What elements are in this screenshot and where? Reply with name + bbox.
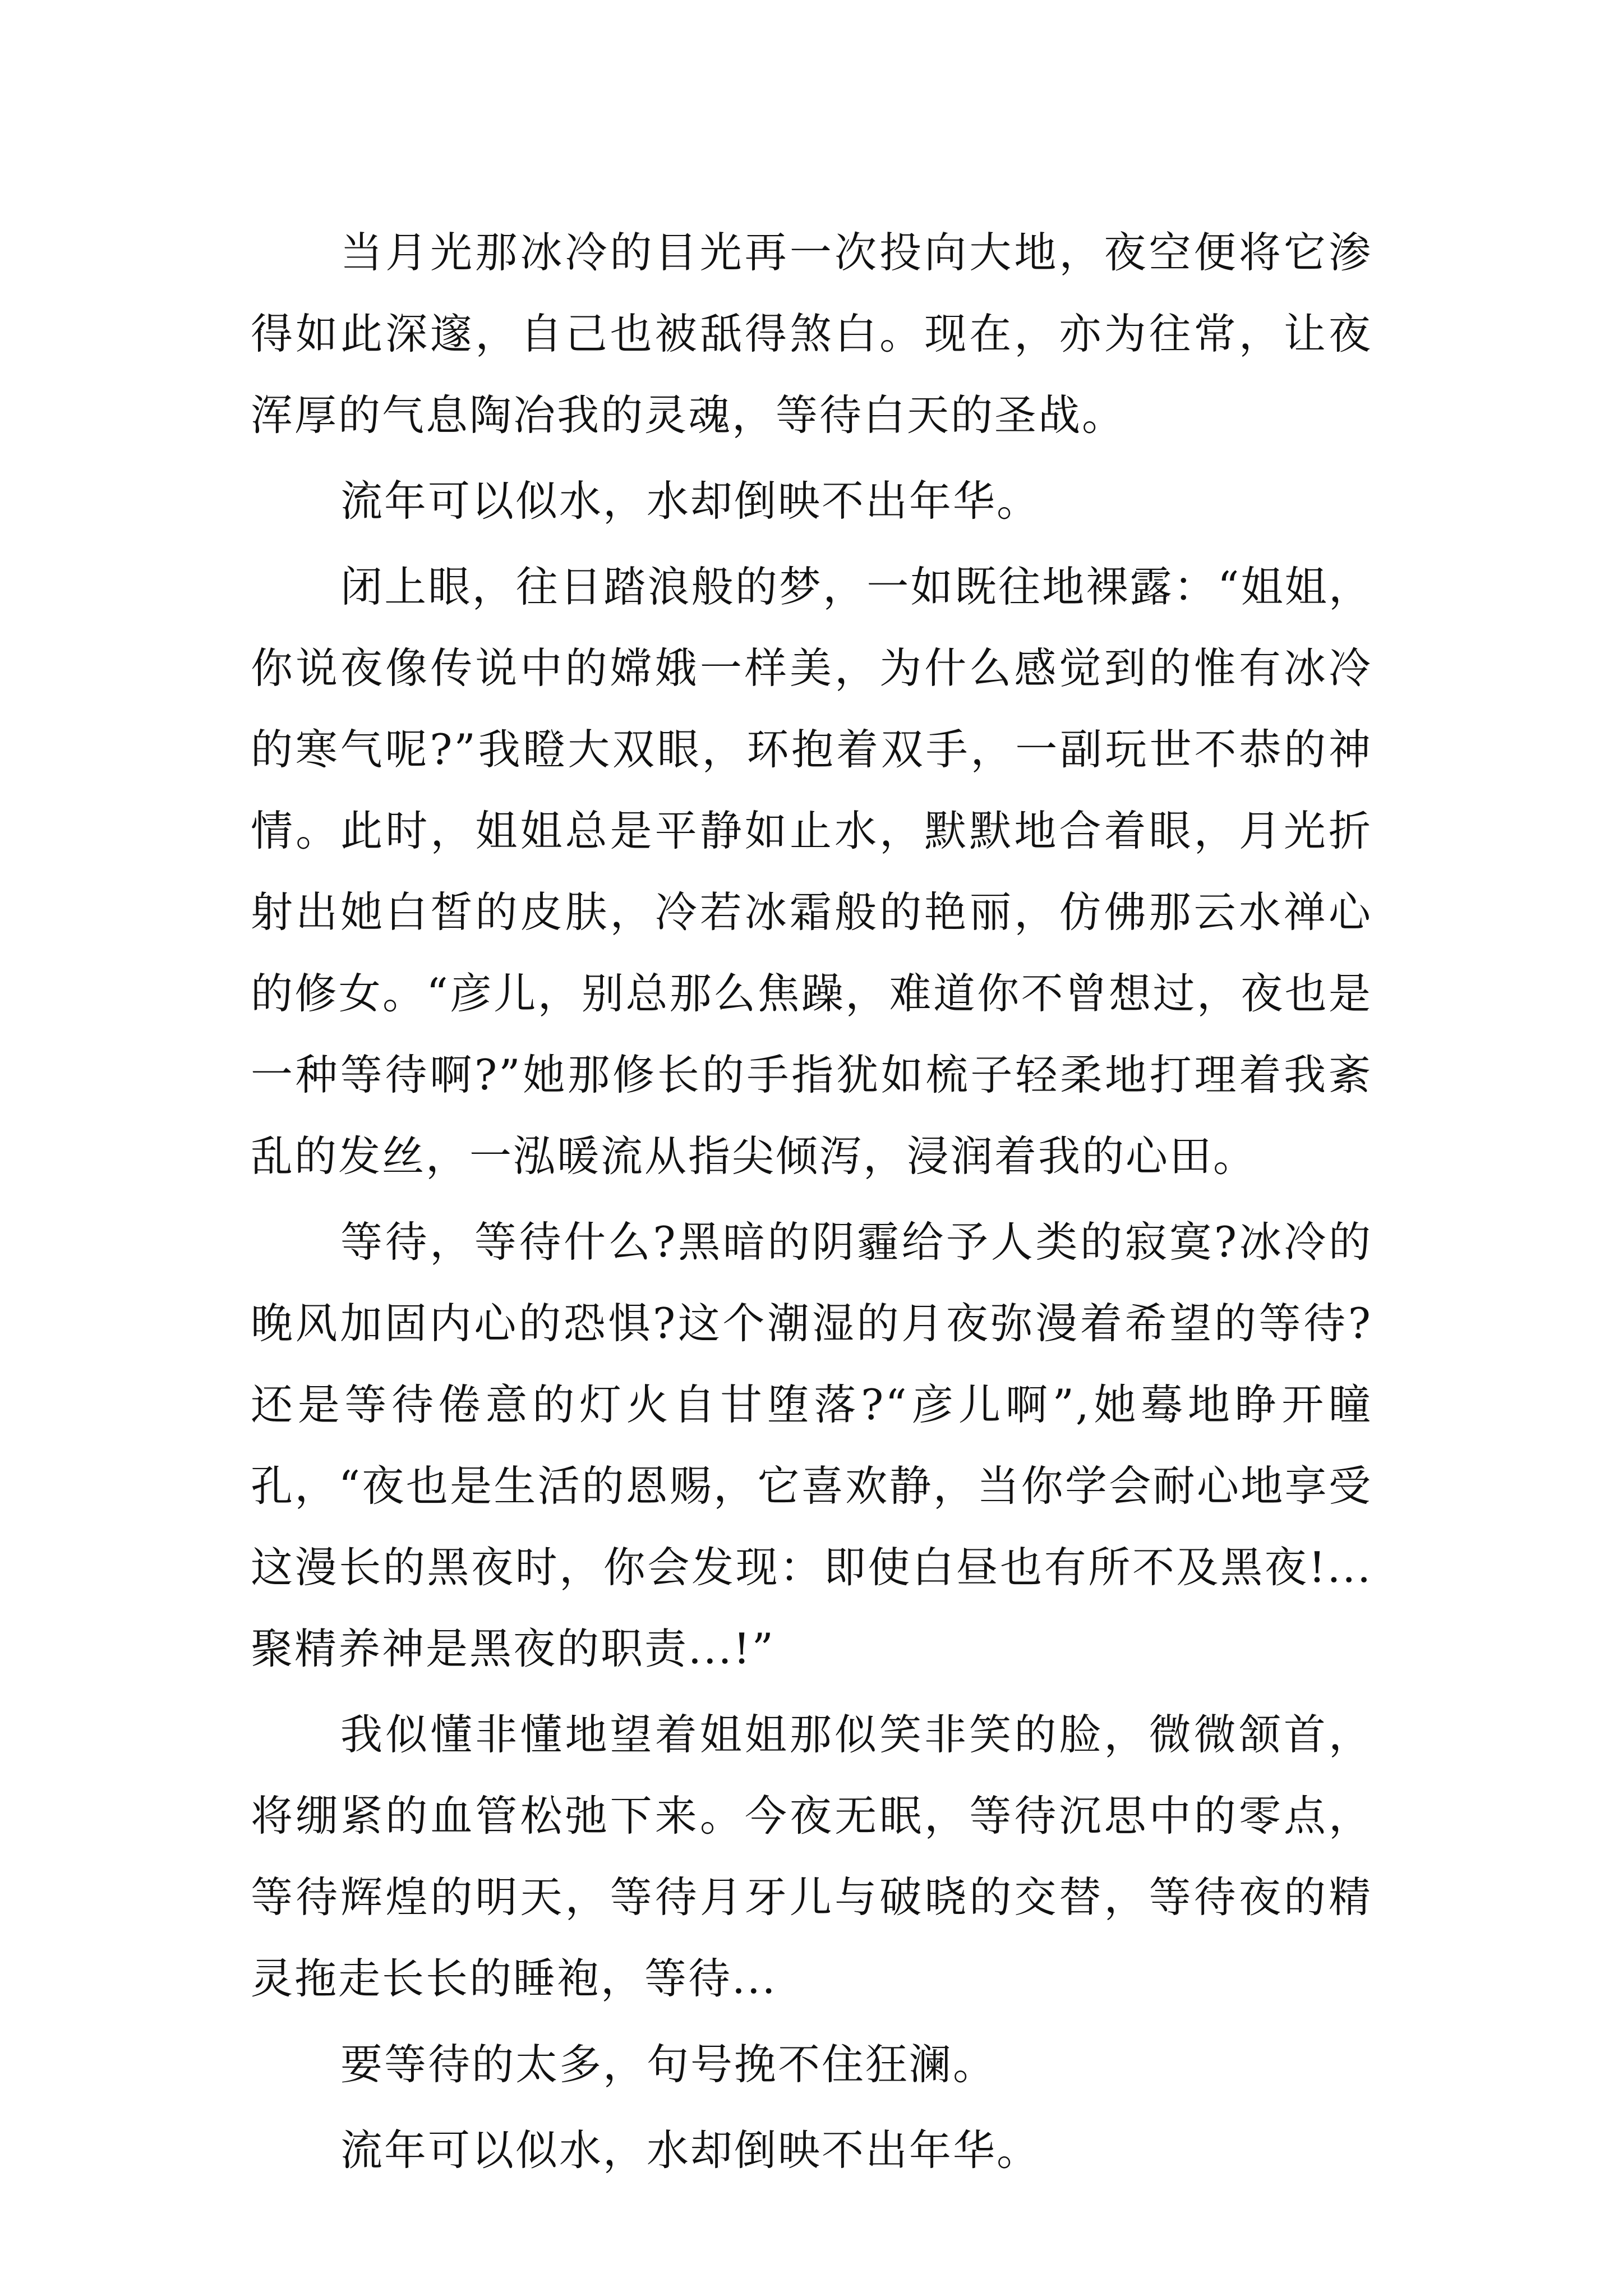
paragraph-3: 闭上眼，往日踏浪般的梦，一如既往地裸露：“姐姐，你说夜像传说中的嫦娥一样美，为什么感觉到的惟有冰冷的寒气呢?”我瞪大双眼，环抱着双手，一副玩世不恭的神情。此时，姐姐总是平静如止水，默默地合着眼，月光折射出她白皙的皮肤，冷若冰霜般的艳丽，仿佛那云水禅心的修女。“彦儿，别总那么焦躁，难道你不曾想过，夜也是一种等待啊?”她那修长的手指犹如梳子轻柔地打理着我紊乱的发丝，一泓暖流从指尖倾泻，浸润着我的心田。 xyxy=(251,562,1372,1181)
article-body xyxy=(251,212,1372,2196)
paragraph-2: 流年可以似水，水却倒映不出年华。 xyxy=(340,476,1041,526)
paragraph-1: 当月光那冰冷的目光再一次投向大地，夜空便将它渗得如此深邃，自己也被舐得煞白。现在，亦为往常，让夜浑厚的气息陶冶我的灵魂，等待白天的圣战。 xyxy=(251,228,1372,440)
paragraph-7: 流年可以似水，水却倒映不出年华。 xyxy=(340,2125,1041,2175)
paragraph-6: 要等待的太多，句号挽不住狂澜。 xyxy=(340,2040,997,2089)
paragraph-5: 我似懂非懂地望着姐姐那似笑非笑的脸，微微颔首，将绷紧的血管松弛下来。今夜无眠，等待沉思中的零点，等待辉煌的明天，等待月牙儿与破晓的交替，等待夜的精灵拖走长长的睡袍，等待... xyxy=(251,1710,1372,2003)
paragraph-4: 等待，等待什么?黑暗的阴霾给予人类的寂寞?冰冷的晚风加固内心的恐惧?这个潮湿的月夜弥漫着希望的等待?还是等待倦意的灯火自甘堕落?“彦儿啊”,她蓦地睁开瞳孔，“夜也是生活的恩赐，它喜欢静，当你学会耐心地享受这漫长的黑夜时，你会发现：即使白昼也有所不及黑夜!...聚精养神是黑夜的职责...!” xyxy=(251,1217,1372,1673)
